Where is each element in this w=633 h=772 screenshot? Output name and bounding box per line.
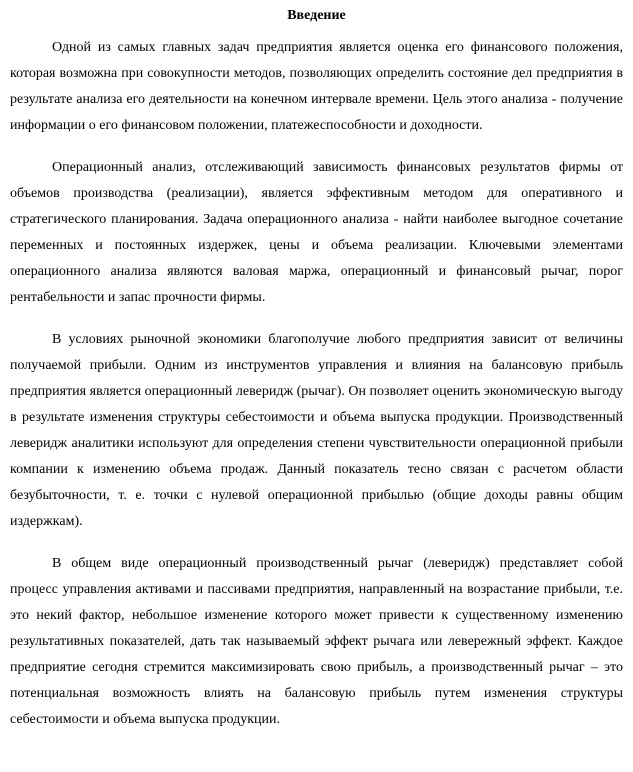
document-title: Введение	[287, 8, 346, 23]
paragraph-3: В условиях рыночной экономики благополучие любого предприятия зависит от величины получаемой прибыли. Одним из инструментов управления и влияния на балансовую прибыль предприятия является операционный леверидж (рычаг). Он позволяет оценить экономическую выгоду в результате изменения структуры себестоимости и объема выпуска продукции. Производственный леверидж аналитики используют для определения степени чувствительности операционной прибыли компании к изменению объема продаж. Данный показатель тесно связан с расчетом области безубыточности, т. е. точки с нулевой операционной прибылью (общие доходы равны общим издержкам).	[10, 332, 623, 529]
paragraph-4: В общем виде операционный производственный рычаг (леверидж) представляет собой процесс управления активами и пассивами предприятия, направленный на возрастание прибыли, т.е. это некий фактор, небольшое изменение которого может привести к существенному изменению результативных показателей, дать так называемый эффект рычага или левережный эффект. Каждое предприятие сегодня стремится максимизировать свою прибыль, а производственный рычаг – это потенциальная возможность влиять на балансовую прибыль путем изменения структуры себестоимости и объема выпуска продукции.	[10, 556, 623, 727]
paragraph-2: Операционный анализ, отслеживающий зависимость финансовых результатов фирмы от объемов производства (реализации), является эффективным методом для оперативного и стратегического планирования. Задача операционного анализа - найти наиболее выгодное сочетание переменных и постоянных издержек, цены и объема реализации. Ключевыми элементами операционного анализа являются валовая маржа, операционный и финансовый рычаг, порог рентабельности и запас прочности фирмы.	[10, 160, 623, 305]
paragraph-1: Одной из самых главных задач предприятия является оценка его финансового положения, которая возможна при совокупности методов, позволяющих определить состояние дел предприятия в результате анализа его деятельности на конечном интервале времени. Цель этого анализа - получение информации о его финансовом положении, платежеспособности и доходности.	[10, 40, 623, 133]
